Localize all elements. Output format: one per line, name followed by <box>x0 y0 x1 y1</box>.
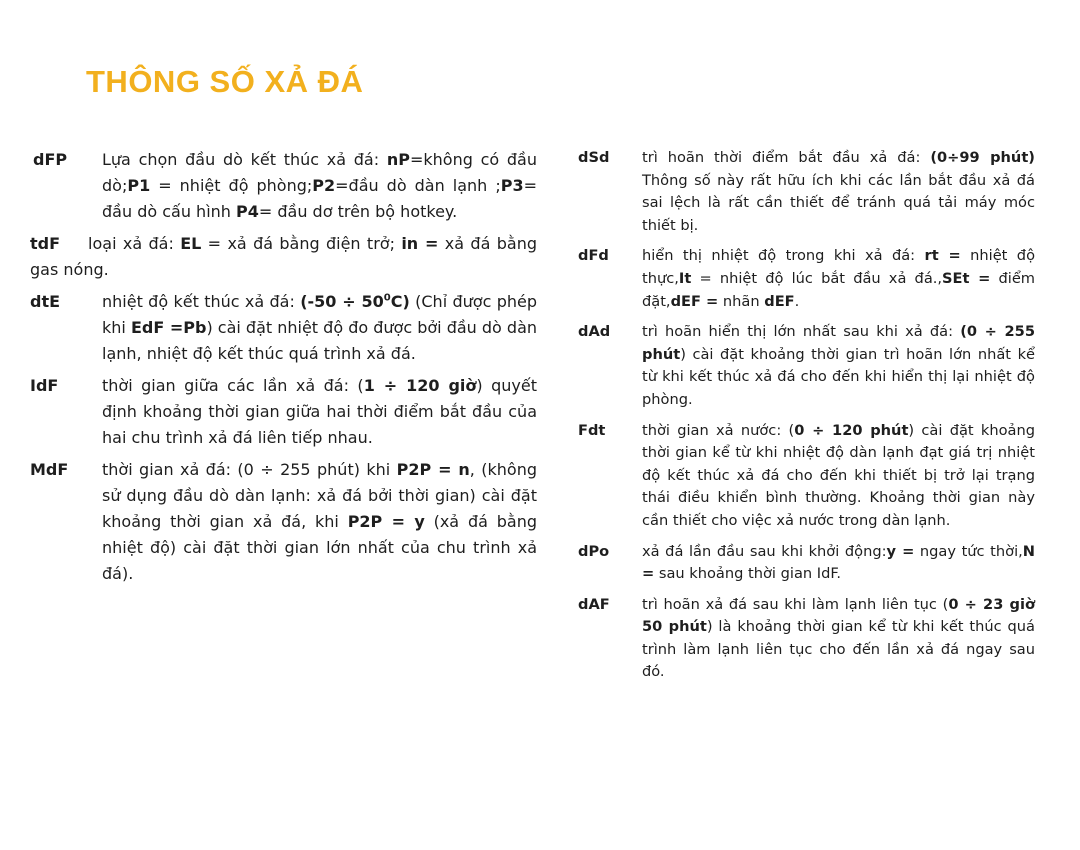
param-entry-dFd <box>578 245 1035 313</box>
param-description: nhiệt độ kết thúc xả đá: $(-50 \div 50^0C)$ (Chỉ được phép khi EdF =Pb) cài đặt nhiệt độ đo được bởi đầu dò dàn lạnh, nhiệt độ kết thúc quá trình xả đá. <box>102 292 538 363</box>
param-description: trì hoãn hiển thị lớn nhất sau khi xả đá: (0 ÷ 255 phút) cài đặt khoảng thời gian trì hoãn lớn nhất kể từ khi kết thúc xả đá cho đến khi hiển thị lại nhiệt độ phòng. <box>642 323 1035 408</box>
param-description: thời gian xả nước: (0 ÷ 120 phút) cài đặt khoảng thời gian kể từ khi nhiệt độ dàn lạnh đạt giá trị nhiệt độ kết thúc xả đá cho đến khi thiết bị trở lại trạng thái điều khiển bình thường. Khoảng thời gian này cần thiết cho việc xả nước trong dàn lạnh. <box>642 421 1035 529</box>
param-entry-dFP <box>30 147 537 225</box>
right-column <box>578 147 1035 692</box>
param-description: thời gian xả đá: (0 ÷ 255 phút) khi P2P = n, (không sử dụng đầu dò dàn lạnh: xả đá bởi thời gian) cài đặt khoảng thời gian xả đá, khi P2P = y (xả đá bằng nhiệt độ) cài đặt thời gian lớn nhất của chu trình xả đá). <box>102 460 538 583</box>
param-code: MdF <box>30 460 69 479</box>
param-code: dSd <box>578 149 610 166</box>
param-code: tdF <box>30 234 61 253</box>
param-description: hiển thị nhiệt độ trong khi xả đá: rt = nhiệt độ thực,It = nhiệt độ lúc bắt đầu xả đá.,SEt = điểm đặt,dEF = nhãn dEF. <box>642 247 1036 310</box>
param-entry-dAd <box>578 321 1035 411</box>
param-code: dtE <box>30 292 61 311</box>
param-description: thời gian giữa các lần xả đá: (1 ÷ 120 giờ) quyết định khoảng thời gian giữa hai thời điểm bắt đầu của hai chu trình xả đá liên tiếp nhau. <box>102 376 538 447</box>
param-entry-dtE <box>30 289 537 367</box>
param-code: IdF <box>30 376 59 395</box>
page-title: THÔNG SỐ XẢ ĐÁ <box>86 64 364 99</box>
param-entry-IdF <box>30 373 537 451</box>
param-entry-Fdt <box>578 420 1035 533</box>
param-code: dFd <box>578 247 609 265</box>
left-column <box>30 147 537 593</box>
param-code: dAd <box>578 323 611 341</box>
param-code: dPo <box>578 542 610 560</box>
param-description: xả đá lần đầu sau khi khởi động:y = ngay tức thời,N = sau khoảng thời gian IdF. <box>642 542 1035 583</box>
param-entry-dAF <box>578 594 1035 684</box>
param-description: trì hoãn xả đá sau khi làm lạnh liên tục (0 ÷ 23 giờ 50 phút) là khoảng thời gian kể từ khi kết thúc quá trình làm lạnh liên tục cho đến lần xả đá ngay sau đó. <box>642 595 1035 681</box>
param-code: dFP <box>33 150 68 169</box>
param-description: loại xả đá: EL = xả đá bằng điện trở; in = xả đá bằng gas nóng. <box>30 234 537 279</box>
param-entry-dPo <box>578 541 1035 586</box>
param-description: trì hoãn thời điểm bắt đầu xả đá: (0÷99 phút) Thông số này rất hữu ích khi các lần bắt đầu xả đá sai lệch là rất cần thiết để tránh quá tải máy móc thiết bị. <box>642 149 1035 234</box>
param-entry-tdF <box>30 231 537 283</box>
param-code: dAF <box>578 595 610 613</box>
param-entry-dSd <box>578 147 1035 237</box>
param-code: Fdt <box>578 421 606 439</box>
param-entry-MdF <box>30 457 537 587</box>
param-description: Lựa chọn đầu dò kết thúc xả đá: nP=không có đầu dò;P1 = nhiệt độ phòng;P2=đầu dò dàn lạnh ;P3= đầu dò cấu hình P4= đầu dơ trên bộ hotkey. <box>102 150 537 221</box>
